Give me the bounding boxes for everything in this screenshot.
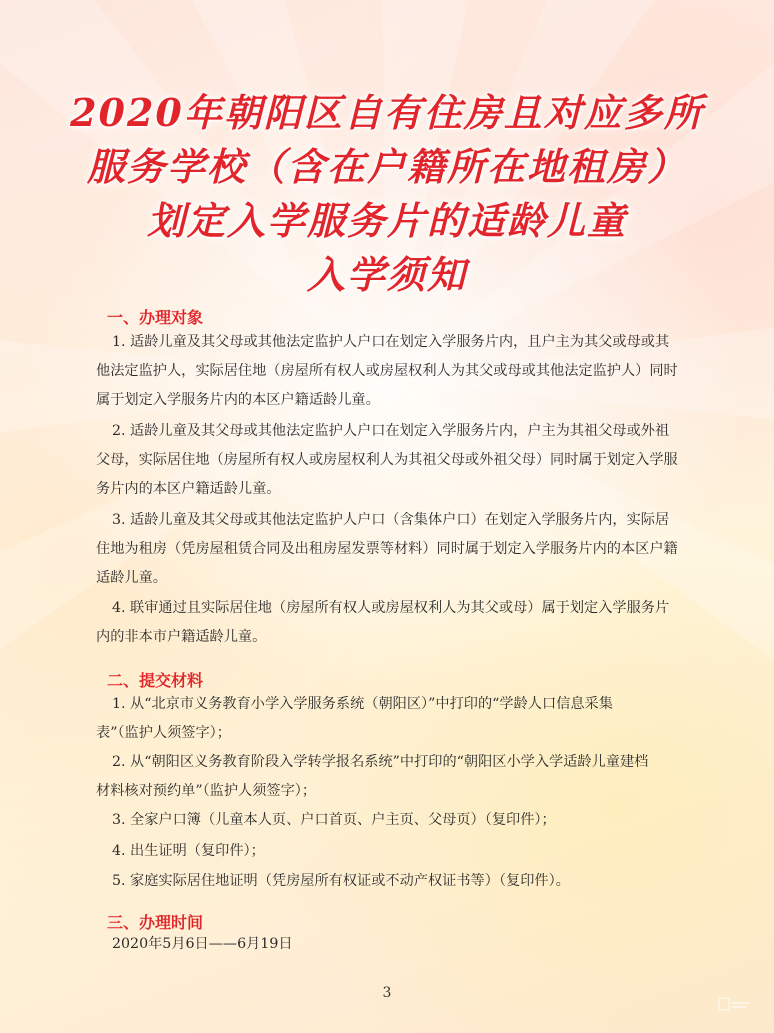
title-line-2: 服务学校（含在户籍所在地租房） (86, 144, 687, 189)
text-line: 内的非本市户籍适龄儿童。 (96, 629, 267, 645)
text-line: 3. 全家户口簿（儿童本人页、户口首页、户主页、父母页）（复印件）； (112, 812, 556, 828)
title-line-3: 划定入学服务片的适龄儿童 (146, 198, 627, 243)
text-line: 1. 适龄儿童及其父母或其他法定监护人户口在划定入学服务片内，且户主为其父或母或其 (112, 334, 670, 350)
section-heading-eligibility: 一、办理对象 (107, 308, 204, 327)
text-line: 2. 从“朝阳区义务教育阶段入学转学报名系统”中打印的“朝阳区小学入学适龄儿童建档 (112, 754, 649, 770)
title-line-4: 入学须知 (306, 252, 467, 297)
watermark-logo-icon (718, 995, 752, 1013)
section-heading-materials: 二、提交材料 (107, 671, 204, 690)
text-line: 2. 适龄儿童及其父母或其他法定监护人户口在划定入学服务片内，户主为其祖父母或外祖 (112, 423, 670, 439)
text-line: 1. 从“北京市义务教育小学入学服务系统（朝阳区）”中打印的“学龄人口信息采集 (112, 696, 613, 712)
text-line: 4. 联审通过且实际居住地（房屋所有权人或房屋权利人为其父或母）属于划定入学服务片 (112, 600, 670, 616)
title-line-1: 2020年朝阳区自有住房且对应多所 (70, 90, 704, 135)
eligibility-item-1 (96, 328, 686, 415)
materials-item-3 (96, 806, 686, 835)
materials-item-1 (96, 690, 686, 748)
text-line: 适龄儿童。 (96, 570, 167, 586)
eligibility-item-4 (96, 594, 686, 652)
text-line: 住地为租房（凭房屋租赁合同及出租房屋发票等材料）同时属于划定入学服务片内的本区户籍 (96, 541, 678, 557)
text-line: 表”（监护人须签字）； (96, 725, 231, 741)
eligibility-item-3 (96, 506, 686, 593)
materials-item-4 (96, 837, 686, 866)
page-number: 3 (382, 985, 392, 1001)
text-line: 属于划定入学服务片内的本区户籍适龄儿童。 (96, 392, 380, 408)
materials-item-2 (96, 748, 686, 806)
text-line: 务片内的本区户籍适龄儿童。 (96, 481, 281, 497)
text-line: 材料核对预约单”（监护人须签字）； (96, 783, 317, 799)
section-heading-time: 三、办理时间 (107, 913, 204, 932)
text-line: 父母，实际居住地（房屋所有权人或房屋权利人为其祖父母或外祖父母）同时属于划定入学服 (96, 452, 678, 468)
eligibility-item-2 (96, 417, 686, 504)
text-line: 5. 家庭实际居住地证明（凭房屋所有权证或不动产权证书等）（复印件）。 (112, 873, 570, 889)
materials-item-5 (96, 867, 686, 896)
text-line: 3. 适龄儿童及其父母或其他法定监护人户口（含集体户口）在划定入学服务片内，实际居 (112, 512, 670, 528)
application-period: 2020年5月6日——6月19日 (112, 936, 293, 952)
text-line: 4. 出生证明（复印件）； (112, 843, 265, 859)
text-line: 他法定监护人，实际居住地（房屋所有权人或房屋权利人为其父或母或其他法定监护人）同时 (96, 363, 678, 379)
